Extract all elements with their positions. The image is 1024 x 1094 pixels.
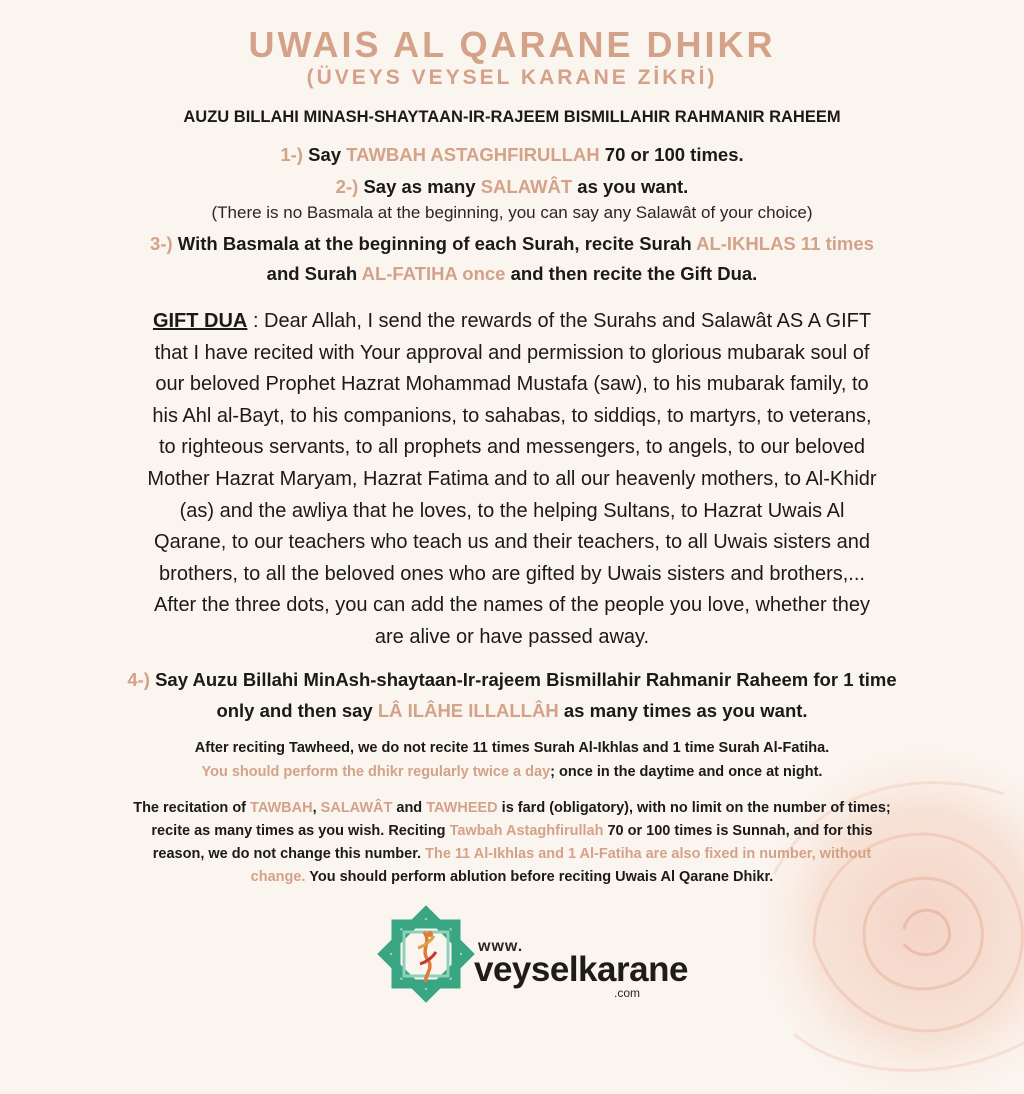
auzu-line: AUZU BILLAHI MINASH-SHAYTAAN-IR-RAJEEM BISMILLAHIR RAHMANIR RAHEEM bbox=[183, 108, 841, 126]
note-tawheed: After reciting Tawheed, we do not recite 11 times Surah Al-Ikhlas and 1 time Surah Al-Fatiha. bbox=[194, 740, 830, 756]
step-2-note: (There is no Basmala at the beginning, you can say any Salawât of your choice) bbox=[211, 203, 813, 222]
step-2-accent: SALAWÂT bbox=[480, 176, 573, 197]
step-2-text-b: as you want. bbox=[577, 176, 689, 197]
gift-dua-line: brothers, to all the beloved ones who are gifted by Uwais sisters and brothers,... bbox=[159, 562, 865, 585]
step-3-text-b: and Surah bbox=[266, 263, 358, 284]
gift-dua-line: Qarane, to our teachers who teach us and their teachers, to all Uwais sisters and bbox=[154, 531, 870, 554]
logo-domain: .com bbox=[614, 986, 641, 1000]
gift-dua-line: to righteous servants, to all prophets and messengers, to angels, to our beloved bbox=[159, 436, 865, 459]
page-subtitle: (ÜVEYS VEYSEL KARANE ZİKRİ) bbox=[306, 66, 718, 89]
step-4-line-2 bbox=[0, 696, 1024, 726]
step-4-text-c: as many times as you want. bbox=[563, 700, 808, 721]
gift-dua-line: his Ahl al-Bayt, to his companions, to sahabas, to siddiqs, to martyrs, to veterans, bbox=[152, 404, 872, 427]
step-2-number: 2-) bbox=[335, 176, 359, 197]
gift-dua-line: (as) and the awliya that he loves, to the helping Sultans, to Hazrat Uwais Al bbox=[179, 499, 845, 522]
site-logo[interactable] bbox=[374, 900, 688, 1010]
step-2-text-a: Say as many bbox=[363, 176, 476, 197]
gift-dua-line: GIFT DUA : Dear Allah, I send the rewards of the Surahs and Salawât AS A GIFT bbox=[152, 310, 872, 332]
step-1-accent: TAWBAH ASTAGHFIRULLAH bbox=[346, 144, 600, 165]
gift-dua-line: are alive or have passed away. bbox=[374, 625, 650, 648]
note-twice-daily-accent: You should perform the dhikr regularly twice a day bbox=[201, 764, 551, 780]
step-4-line-1 bbox=[0, 665, 1024, 695]
step-3-accent-b: AL-FATIHA once bbox=[361, 263, 506, 284]
note-twice-daily-rest: ; once in the daytime and once at night. bbox=[550, 764, 823, 780]
step-1-text-b: 70 or 100 times. bbox=[604, 144, 744, 165]
step-4-number: 4-) bbox=[127, 669, 150, 690]
step-3-text-a: With Basmala at the beginning of each Surah, recite Surah bbox=[177, 233, 692, 254]
step-1-number: 1-) bbox=[280, 144, 303, 165]
step-3-text-c: and then recite the Gift Dua. bbox=[510, 263, 758, 284]
gift-dua-line: our beloved Prophet Hazrat Mohammad Mustafa (saw), to his mubarak family, to bbox=[155, 373, 869, 396]
gift-dua-line: After the three dots, you can add the names of the people you love, whether they bbox=[153, 594, 870, 617]
logo-brand-name: veyselkarane bbox=[474, 950, 688, 989]
gift-dua-label: GIFT DUA bbox=[152, 310, 248, 332]
gift-dua-line: Mother Hazrat Maryam, Hazrat Fatima and to all our heavenly mothers, to Al-Khidr bbox=[147, 467, 877, 490]
step-4-text-a: Say Auzu Billahi MinAsh-shaytaan-Ir-rajeem Bismillahir Rahmanir Raheem for 1 time bbox=[155, 669, 897, 690]
paragraph-fard: The recitation of TAWBAH, SALAWÂT and TAWHEED is fard (obligatory), with no limit on the number of times; recite as many times as you wish. Reciting Tawbah Astaghfirullah 70 or 100 times is Sunnah, and for this reason, we do not change this number. The 11 Al-Ikhlas and 1 Al-Fatiha are also fixed in number, without change. You should perform ablution before reciting Uwais Al Qarane Dhikr. bbox=[133, 800, 891, 885]
step-2 bbox=[0, 172, 1024, 202]
page-title: UWAIS AL QARANE DHIKR bbox=[248, 24, 776, 65]
note-twice-daily bbox=[20, 761, 1004, 784]
step-4-text-b: only and then say bbox=[216, 700, 373, 721]
step-1-text-a: Say bbox=[308, 144, 342, 165]
step-4-accent: LÂ ILÂHE ILLALLÂH bbox=[377, 700, 559, 721]
gift-dua bbox=[40, 306, 984, 654]
step-3-line-2 bbox=[0, 259, 1024, 289]
step-3-accent-a: AL-IKHLAS 11 times bbox=[696, 233, 874, 254]
veyselkarane-logo-icon bbox=[374, 902, 478, 1006]
step-3-line-1 bbox=[0, 229, 1024, 259]
step-1 bbox=[0, 140, 1024, 170]
gift-dua-line: that I have recited with Your approval and permission to glorious mubarak soul of bbox=[154, 341, 870, 364]
logo-www: www. bbox=[478, 938, 524, 955]
step-3-number: 3-) bbox=[150, 233, 173, 254]
